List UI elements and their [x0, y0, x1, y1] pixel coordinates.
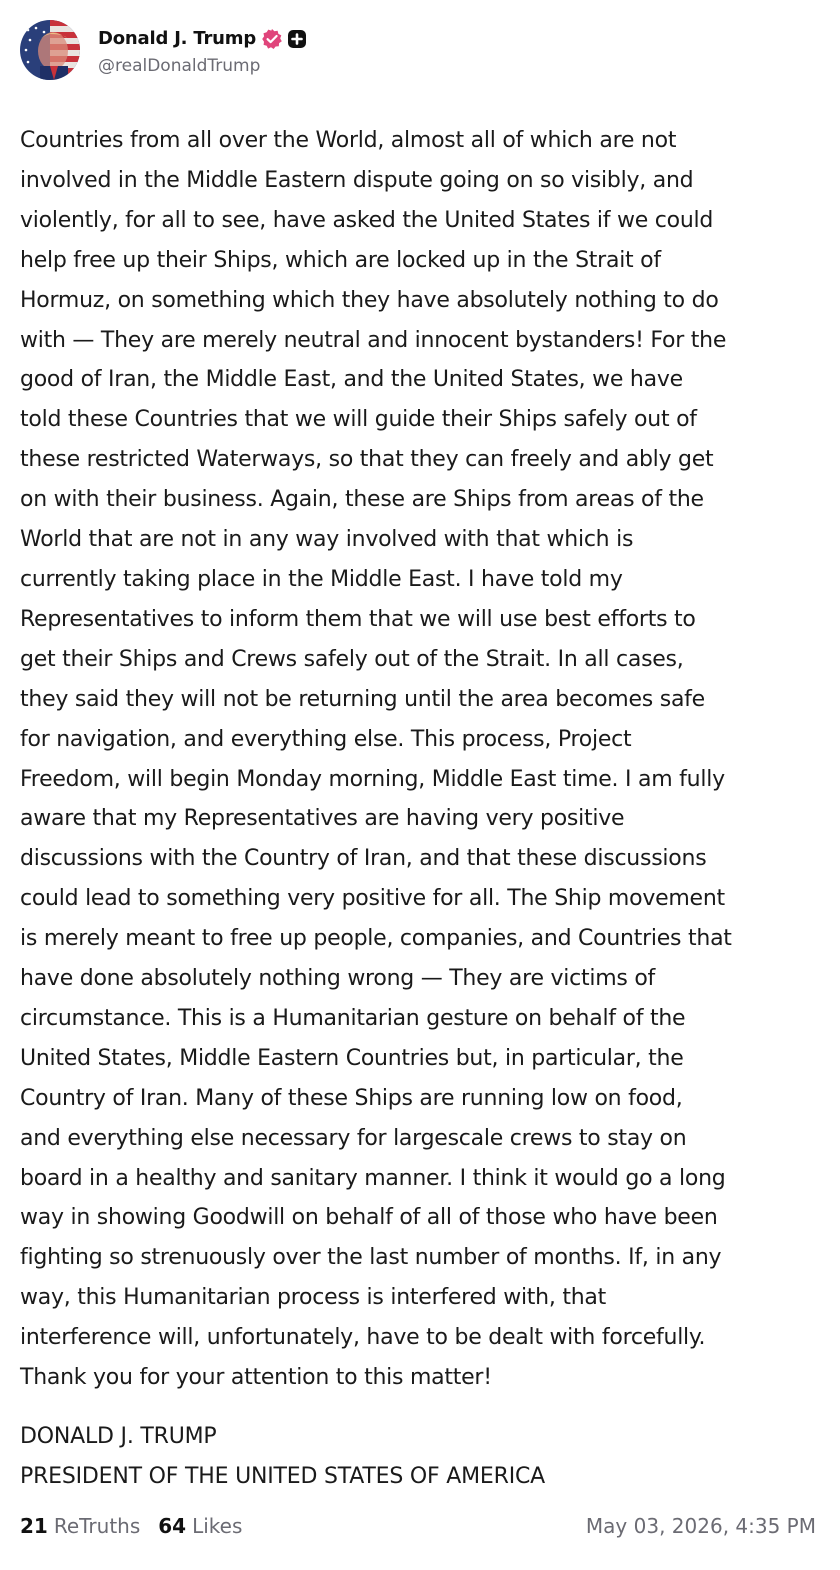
display-name[interactable]: Donald J. Trump: [98, 28, 257, 49]
post-stats: [20, 1514, 260, 1538]
post-body: Countries from all over the World, almost all of which are not involved in the Middle Eastern dispute going on so visibly, and violently, for all to see, have asked the United States if we could help free up their Ships, which are locked up in the Strait of Hormuz, on something which they have absolutely nothing to do with — They are merely neutral and innocent bystanders! For the good of Iran, the Middle East, and the United States, we have told these Countries that we will guide their Ships safely out of these restricted Waterways, so that they can freely and ably get on with their business. Again, these are Ships from areas of the World that are not in any way involved with that which is currently taking place in the Middle East. I have told my Representatives to inform them that we will use best efforts to get their Ships and Crews safely out of the Strait. In all cases, they said they will not be returning until the area becomes safe for navigation, and everything else. This process, Project Freedom, will begin Monday morning, Middle East time. I am fully aware that my Representatives are having very positive discussions with the Country of Iran, and that these discussions could lead to something very positive for all. The Ship movement is merely meant to free up people, companies, and Countries that have done absolutely nothing wrong — They are victims of circumstance. This is a Humanitarian gesture on behalf of the United States, Middle Eastern Countries but, in particular, the Country of Iran. Many of these Ships are running low on food, and everything else necessary for largescale crews to stay on board in a healthy and sanitary manner. I think it would go a long way in showing Goodwill on behalf of all of those who have been fighting so strenuously over the last number of months. If, in any way, this Humanitarian process is interfered with, that interference will, unfortunately, have to be dealt with forcefully. Thank you for your attention to this matter!: [20, 128, 732, 1391]
likes-count: 64: [158, 1514, 187, 1538]
avatar[interactable]: [20, 20, 80, 80]
retruths-stat[interactable]: [20, 1514, 140, 1538]
plus-badge-icon: [287, 29, 307, 49]
signature-name: DONALD J. TRUMP: [20, 1424, 217, 1449]
post-signature: [20, 1417, 820, 1497]
post-header: [20, 20, 307, 80]
likes-stat[interactable]: [158, 1514, 242, 1538]
retruths-label: ReTruths: [53, 1514, 141, 1538]
signature-title: PRESIDENT OF THE UNITED STATES OF AMERICA: [20, 1464, 546, 1489]
likes-label: Likes: [192, 1514, 243, 1538]
name-row: [98, 25, 307, 53]
verified-badge-icon: [261, 28, 283, 50]
author-names: [98, 25, 307, 76]
retruths-count: 21: [20, 1514, 48, 1538]
post-timestamp[interactable]: May 03, 2026, 4:35 PM: [585, 1514, 816, 1538]
author-handle[interactable]: @realDonaldTrump: [98, 55, 261, 76]
post-footer: [20, 1510, 816, 1542]
flag-portrait-icon: [20, 20, 80, 80]
